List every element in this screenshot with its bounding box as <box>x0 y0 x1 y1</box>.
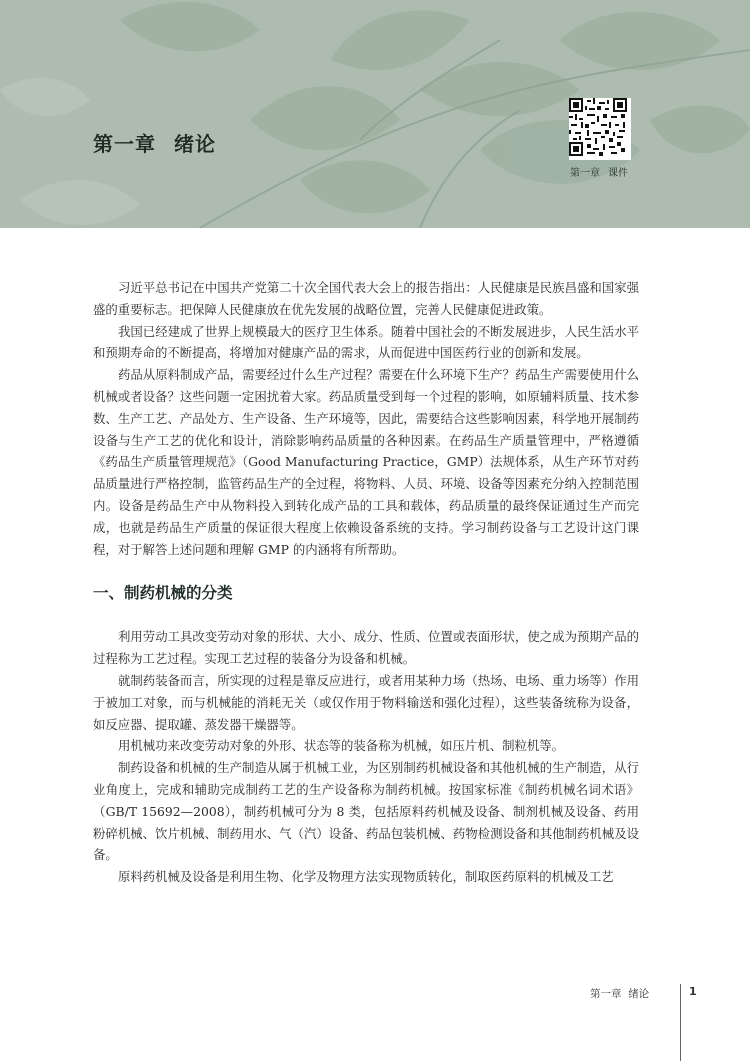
section-paragraph-3: 用机械功来改变劳动对象的外形、状态等的装备称为机械，如压片机、制粒机等。 <box>118 738 565 754</box>
intro-paragraph-3: 药品从原料制成产品，需要经过什么生产过程？需要在什么环境下生产？药品生产需要使用什么机械或者设备？这些问题一定困扰着大家。药品质量受到每一个过程的影响，如原辅料质量、技术参数、生产工艺、产品处方、生产设备、生产环境等，因此，需要结合这些影响因素，科学地开展制药设备与生产工艺的优化和设计，消除影响药品质量的各种因素。在药品生产质量管理中，严格遵循《药品生产质量管理规范》（Good Manufacturing Practice，GMP）法规体系，从生产环节对药品质量进行严格控制，监管药品生产的全过程，将物料、人员、环境、设备等因素充分纳入控制范围内。设备是药品生产中从物料投入到转化成产品的工具和载体，药品质量的最终保证通过生产而完成，也就是药品生产质量的保证很大程度上依赖设备系统的支持。学习制药设备与工艺设计这门课程，对于解答上述问题和理解 GMP 的内涵将有所帮助。 <box>93 367 639 557</box>
running-footer <box>590 986 649 1001</box>
leaf-illustration <box>0 0 750 228</box>
section-heading: 一、制药机械的分类 <box>93 584 233 603</box>
qr-caption <box>556 164 642 179</box>
chapter-banner <box>0 0 750 228</box>
footer-divider <box>680 984 681 1061</box>
section-paragraph-5: 原料药机械及设备是利用生物、化学及物理方法实现物质转化，制取医药原料的机械及工艺 <box>118 869 614 885</box>
chapter-name: 绪论 <box>174 132 216 156</box>
chapter-number: 第一章 <box>93 132 156 156</box>
section-paragraph-4: 制药设备和机械的生产制造从属于机械工业，为区别制药机械设备和其他机械的生产制造，从行业角度上，完成和辅助完成制药工艺的生产设备称为制药机械。按国家标准《制药机械名词术语》（GB/T 15692—2008），制药机械可分为 8 类，包括原料药机械及设备、制剂机械及设备、药用粉碎机械、饮片机械、制药用水、气（汽）设备、药品包装机械、药物检测设备和其他制药机械及设备。 <box>93 760 639 863</box>
chapter-title <box>93 128 216 157</box>
qr-code-icon <box>569 98 627 156</box>
qr-caption-chapter: 第一章 <box>570 168 600 179</box>
qr-caption-label: 课件 <box>608 168 628 179</box>
section-paragraph-1: 利用劳动工具改变劳动对象的形状、大小、成分、性质、位置或表面形状，使之成为预期产品的过程称为工艺过程。实现工艺过程的装备分为设备和机械。 <box>93 629 639 667</box>
intro-paragraph-1: 习近平总书记在中国共产党第二十次全国代表大会上的报告指出：人民健康是民族昌盛和国家强盛的重要标志。把保障人民健康放在优先发展的战略位置，完善人民健康促进政策。 <box>93 280 639 317</box>
footer-chapter-label: 第一章 <box>590 988 622 1000</box>
body-content <box>93 277 639 888</box>
page-number: 1 <box>689 985 697 998</box>
footer-chapter-name: 绪论 <box>628 988 650 1000</box>
qr-code[interactable] <box>569 98 631 160</box>
section-paragraph-2: 就制药装备而言，所实现的过程是靠反应进行，或者用某种力场（热场、电场、重力场等）作用于被加工对象，而与机械能的消耗无关（或仅作用于物料输送和强化过程），这些装备统称为设备，如反应器、提取罐、蒸发器干燥器等。 <box>93 672 639 732</box>
intro-paragraph-2: 我国已经建成了世界上规模最大的医疗卫生体系。随着中国社会的不断发展进步，人民生活水平和预期寿命的不断提高，将增加对健康产品的需求，从而促进中国医药行业的创新和发展。 <box>93 323 639 361</box>
